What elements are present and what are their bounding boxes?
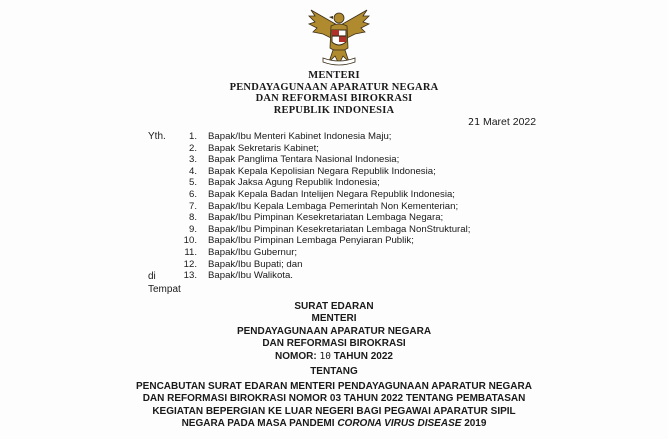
circular-title-block bbox=[0, 301, 668, 363]
list-item: 6. Bapak Kepala Badan Intelijen Negara Republik Indonesia; bbox=[188, 188, 455, 200]
circular-line-1: MENTERI bbox=[311, 313, 357, 325]
nomor-year: TAHUN 2022 bbox=[333, 350, 393, 362]
date-day: 21 bbox=[468, 117, 481, 128]
circular-title: SURAT EDARAN bbox=[294, 301, 374, 312]
letterhead-line-1: MENTERI bbox=[308, 70, 360, 81]
recipient-list bbox=[0, 131, 668, 282]
subject-block bbox=[0, 381, 668, 431]
circular-line-2: PENDAYAGUNAAN APARATUR NEGARA bbox=[236, 325, 432, 337]
list-item: 9. Bapak/Ibu Pimpinan Kesekretariatan Lembaga NonStruktural; bbox=[188, 223, 471, 235]
list-item: 10. Bapak/Ibu Pimpinan Lembaga Penyiaran Publik; bbox=[183, 235, 414, 247]
list-item: 13. Bapak/Ibu Walikota. bbox=[183, 270, 293, 282]
list-item: 5. Bapak Jaksa Agung Republik Indonesia; bbox=[188, 177, 380, 189]
list-item: 4. Bapak Kepala Kepolisian Negara Republik Indonesia; bbox=[188, 165, 436, 177]
subject-line-1: PENCABUTAN SURAT EDARAN MENTERI PENDAYAGUNAAN APARATUR NEGARA bbox=[136, 381, 532, 392]
circular-number bbox=[0, 351, 668, 363]
list-item: 11. Bapak/Ibu Gubernur; bbox=[184, 246, 298, 258]
nomor-value: 10 bbox=[319, 350, 331, 362]
circular-line-3: DAN REFORMASI BIROKRASI bbox=[262, 338, 406, 350]
ministry-letterhead bbox=[0, 70, 668, 116]
list-item: 1. Bapak/Ibu Menteri Kabinet Indonesia Maju; bbox=[188, 131, 392, 142]
garuda-pancasila-emblem bbox=[303, 4, 375, 68]
nomor-label: NOMOR: bbox=[275, 350, 317, 362]
list-item: 7. Bapak/Ibu Kepala Lembaga Pemerintah Non Kementerian; bbox=[188, 200, 459, 212]
letterhead-line-3: DAN REFORMASI BIROKRASI bbox=[255, 93, 413, 104]
location-di: di bbox=[148, 271, 156, 282]
date-month-year: Maret 2022 bbox=[482, 116, 537, 128]
location-tempat: Tempat bbox=[148, 284, 181, 295]
list-item: 3. Bapak Panglima Tentara Nasional Indonesia; bbox=[188, 154, 400, 166]
letterhead-line-4: REPUBLIK INDONESIA bbox=[273, 104, 395, 116]
subject-line-3: KEGIATAN BEPERGIAN KE LUAR NEGERI BAGI PEGAWAI APARATUR SIPIL bbox=[152, 405, 516, 417]
tentang-heading: TENTANG bbox=[310, 366, 358, 377]
list-item: 8. Bapak/Ibu Pimpinan Kesekretariatan Lembaga Negara; bbox=[188, 212, 444, 224]
list-item: 2. Bapak Sekretaris Kabinet; bbox=[188, 142, 319, 154]
letterhead-line-2: PENDAYAGUNAAN APARATUR NEGARA bbox=[229, 81, 439, 93]
subject-italic-term: CORONA VIRUS DISEASE bbox=[337, 418, 462, 430]
addressee-label: Yth. bbox=[148, 131, 166, 142]
subject-line-4: NEGARA PADA MASA PANDEMI CORONA VIRUS DISEASE 2019 bbox=[181, 418, 487, 430]
subject-line-2: DAN REFORMASI BIROKRASI NOMOR 03 TAHUN 2022 TENTANG PEMBATASAN bbox=[142, 393, 526, 405]
list-item: 12. Bapak/Ibu Bupati; dan bbox=[183, 258, 303, 270]
letter-date bbox=[468, 116, 536, 128]
